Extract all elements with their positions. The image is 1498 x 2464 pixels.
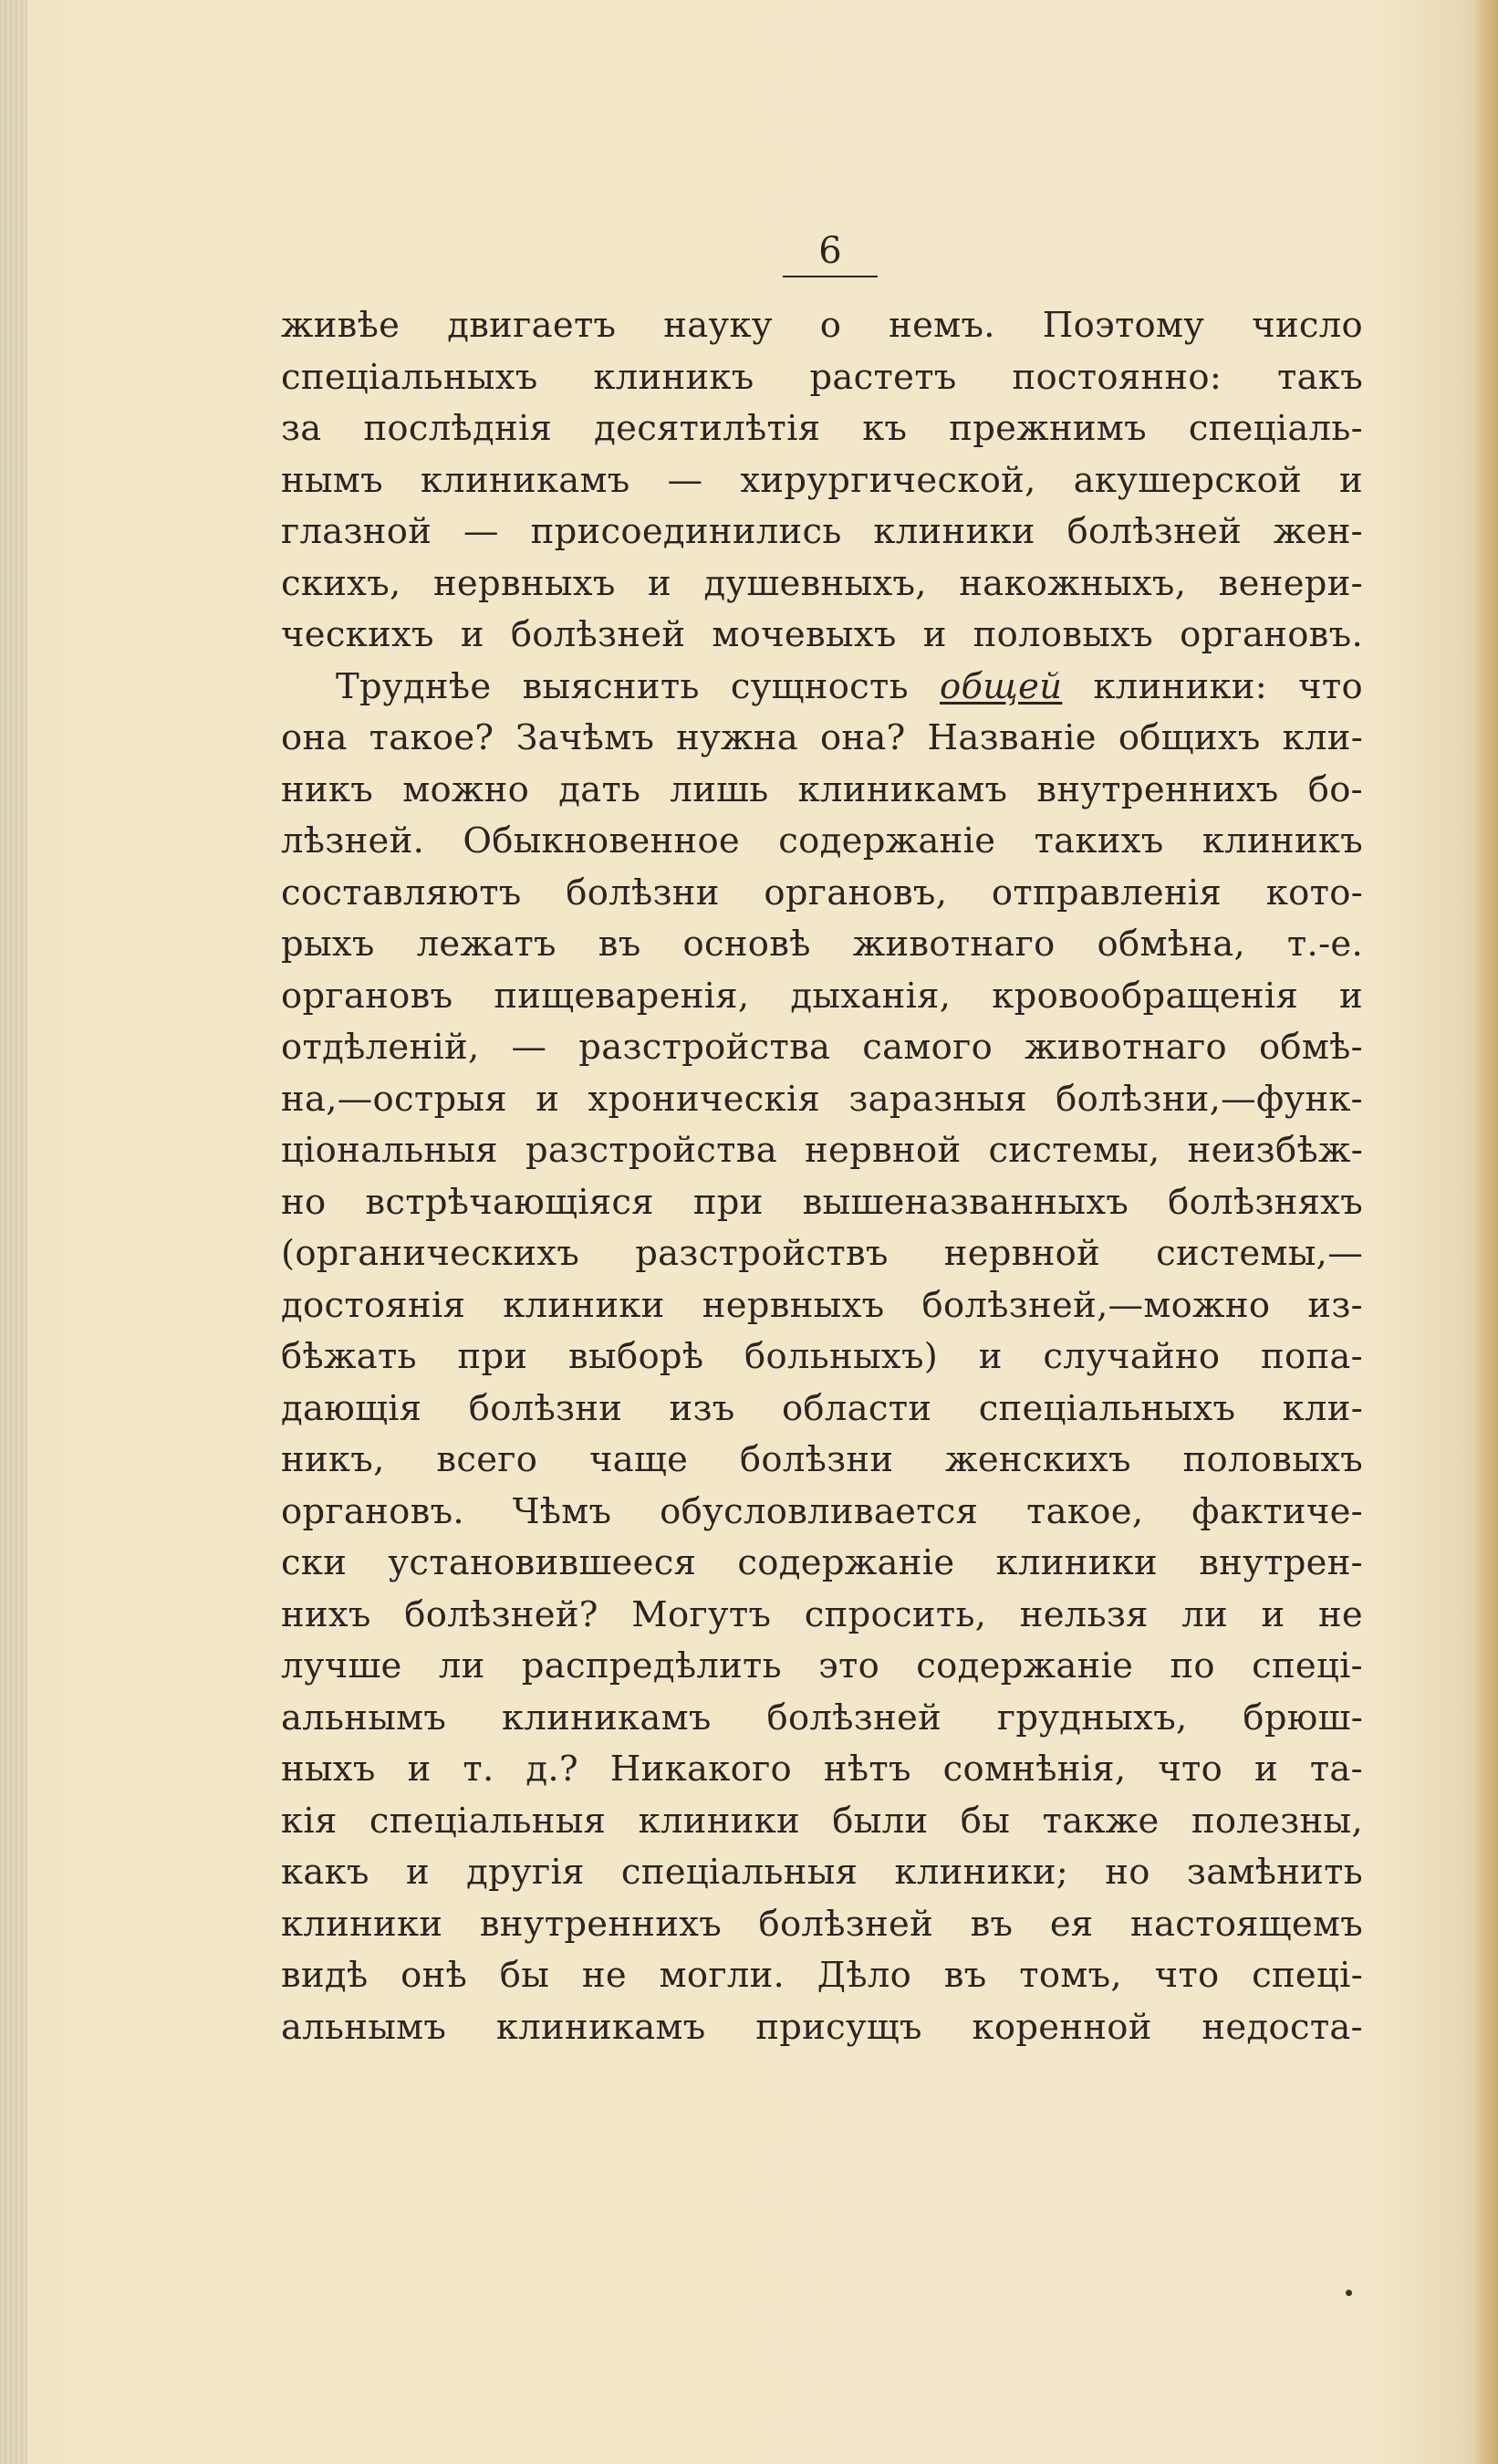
text-fragment: Труднѣе выяснить сущность xyxy=(336,665,941,707)
text-line: клиники внутреннихъ болѣзней въ ея настоящемъ xyxy=(281,1903,1363,1945)
emphasized-word: общей xyxy=(940,665,1063,707)
page-number-rule xyxy=(783,276,878,277)
text-line: за послѣднія десятилѣтія къ прежнимъ спеціаль- xyxy=(281,408,1363,449)
text-line: нихъ болѣзней? Могутъ спросить, нельзя ли и не xyxy=(281,1593,1363,1635)
text-line: скихъ, нервныхъ и душевныхъ, накожныхъ, венери- xyxy=(281,562,1363,604)
text-line: но встрѣчающіяся при вышеназванныхъ болѣзняхъ xyxy=(281,1181,1363,1223)
text-line: нымъ клиникамъ — хирургической, акушерской и xyxy=(281,459,1363,501)
text-line: ціональныя разстройства нервной системы, неизбѣж- xyxy=(281,1130,1363,1171)
text-line: живѣе двигаетъ науку о немъ. Поэтому число xyxy=(281,305,1363,346)
text-line: никъ, всего чаще болѣзни женскихъ половыхъ xyxy=(281,1439,1363,1480)
body-text xyxy=(281,300,1363,2053)
text-line: отдѣленій, — разстройства самого животнаго обмѣ- xyxy=(281,1027,1363,1068)
binding-edge xyxy=(0,0,27,2464)
text-line: составляютъ болѣзни органовъ, отправленія кото- xyxy=(281,872,1363,914)
text-line: кія спеціальныя клиники были бы также полезны, xyxy=(281,1800,1363,1842)
text-line: бѣжать при выборѣ больныхъ) и случайно попа- xyxy=(281,1336,1363,1377)
text-line: рыхъ лежатъ въ основѣ животнаго обмѣна, т.-е. xyxy=(281,924,1363,965)
page-number: 6 xyxy=(818,230,842,272)
text-line: на,—острыя и хроническія заразныя болѣзни,—функ- xyxy=(281,1078,1363,1120)
text-line: никъ можно дать лишь клиникамъ внутреннихъ бо- xyxy=(281,768,1363,810)
page-edge-shadow xyxy=(1474,0,1498,2464)
text-line: альнымъ клиникамъ присущъ коренной недоста- xyxy=(281,2006,1363,2048)
text-line: она такое? Зачѣмъ нужна она? Названіе общихъ кли- xyxy=(281,717,1363,758)
text-line: ски установившееся содержаніе клиники внутрен- xyxy=(281,1542,1363,1583)
text-line: альнымъ клиникамъ болѣзней грудныхъ, брюш- xyxy=(281,1697,1363,1738)
text-line: лѣзней. Обыкновенное содержаніе такихъ клиникъ xyxy=(281,820,1363,861)
text-line: спеціальныхъ клиникъ растетъ постоянно: такъ xyxy=(281,356,1363,398)
text-line: какъ и другія спеціальныя клиники; но замѣнить xyxy=(281,1852,1363,1893)
text-line: органовъ. Чѣмъ обусловливается такое, фактиче- xyxy=(281,1490,1363,1532)
text-line: органовъ пищеваренія, дыханія, кровообращенія и xyxy=(281,975,1363,1017)
text-line: глазной — присоединились клиники болѣзней жен- xyxy=(281,511,1363,552)
text-line: достоянія клиники нервныхъ болѣзней,—можно из- xyxy=(281,1284,1363,1326)
text-fragment: клиники: что xyxy=(1062,665,1363,707)
text-line: видѣ онѣ бы не могли. Дѣло въ томъ, что спеці- xyxy=(281,1955,1363,1996)
text-line: лучше ли распредѣлить это содержаніе по спеці- xyxy=(281,1645,1363,1686)
text-line: дающія болѣзни изъ области спеціальныхъ кли- xyxy=(281,1387,1363,1429)
text-line: (органическихъ разстройствъ нервной системы,— xyxy=(281,1233,1363,1274)
ink-speck xyxy=(1346,2290,1352,2296)
text-line: ныхъ и т. д.? Никакого нѣтъ сомнѣнія, что и та- xyxy=(281,1749,1363,1790)
text-line: ческихъ и болѣзней мочевыхъ и половыхъ органовъ. xyxy=(281,614,1363,655)
text-line xyxy=(281,662,1363,714)
